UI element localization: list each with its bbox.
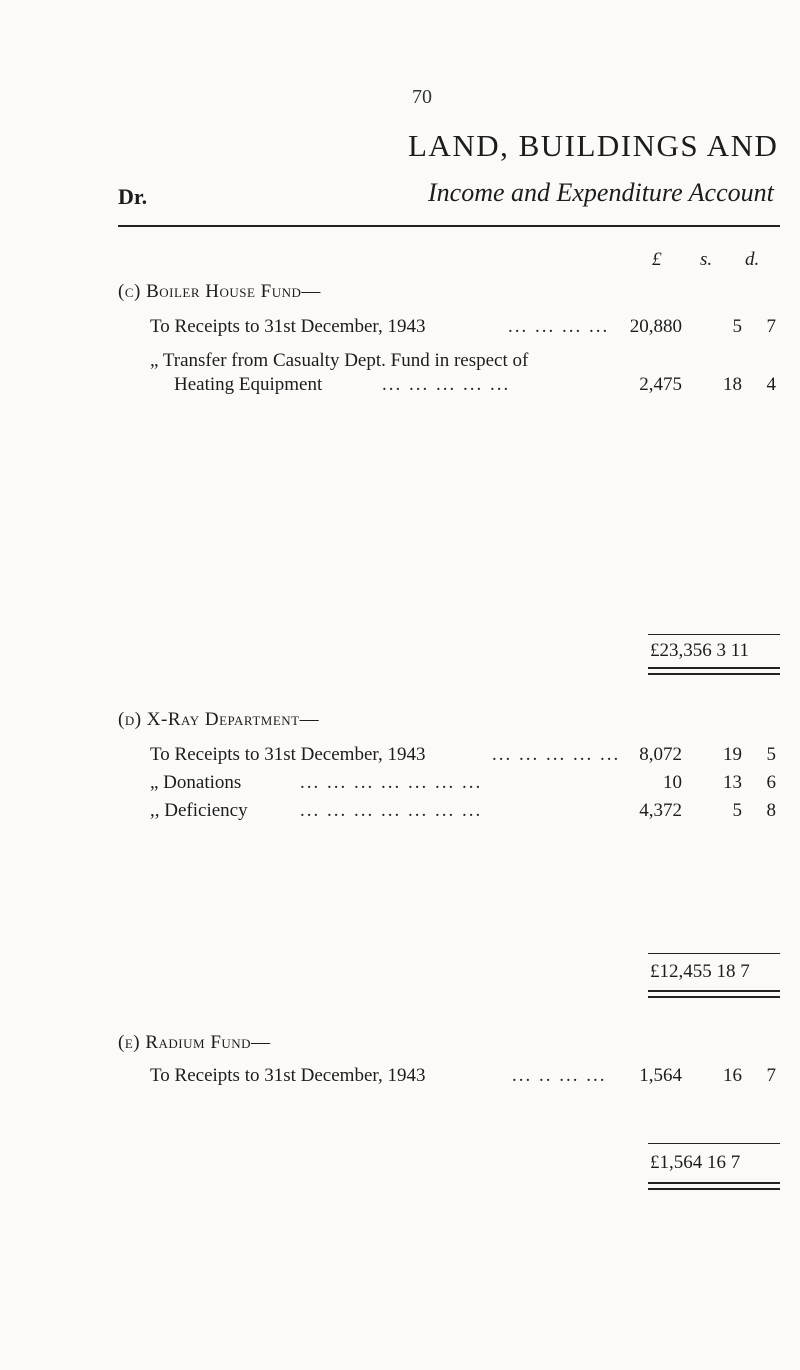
row-description: „ Transfer from Casualty Dept. Fund in respect of: [150, 350, 529, 371]
row-description-continued: Heating Equipment: [174, 374, 323, 395]
shillings-value: 5: [732, 316, 742, 337]
pounds-value: 8,072: [639, 744, 682, 765]
dot-leader: ... .. ... ...: [512, 1065, 607, 1086]
total-double-rule: [648, 1182, 780, 1190]
pence-value: 4: [766, 374, 776, 395]
ledger-row-description: [150, 350, 780, 376]
ledger-row: [150, 1065, 780, 1091]
pounds-value: 2,475: [639, 374, 682, 395]
shillings-value: 16: [723, 1065, 742, 1086]
row-description: To Receipts to 31st December, 1943: [150, 744, 426, 765]
shillings-value: 19: [723, 744, 742, 765]
dot-leader: ... ... ... ... ... ... ...: [300, 800, 483, 821]
pence-value: 7: [766, 1065, 776, 1086]
pounds-value: 4,372: [639, 800, 682, 821]
dot-leader: ... ... ... ... ...: [382, 374, 511, 395]
column-header-pence: d.: [745, 249, 760, 270]
column-header-shillings: s.: [700, 249, 713, 270]
debit-label: Dr.: [118, 184, 148, 209]
total-rule: [648, 1143, 780, 1144]
account-subtitle: Income and Expenditure Account: [428, 178, 774, 207]
row-description: To Receipts to 31st December, 1943: [150, 316, 426, 337]
shillings-value: 18: [723, 374, 742, 395]
page-title: LAND, BUILDINGS AND: [408, 128, 779, 163]
section-heading-radium-fund: (e) Radium Fund—: [118, 1032, 271, 1053]
row-description: To Receipts to 31st December, 1943: [150, 1065, 426, 1086]
section-total: £23,356 3 11: [650, 640, 750, 661]
pence-value: 5: [766, 744, 776, 765]
dot-leader: ... ... ... ... ...: [492, 744, 621, 765]
pence-value: 6: [766, 772, 776, 793]
section-heading-boiler-house-fund: (c) Boiler House Fund—: [118, 281, 321, 302]
pounds-value: 1,564: [639, 1065, 682, 1086]
ledger-row: [150, 772, 780, 798]
pounds-value: 10: [663, 772, 682, 793]
column-header-pounds: £: [652, 249, 662, 270]
pounds-value: 20,880: [629, 316, 682, 337]
section-heading-x-ray-department: (d) X-Ray Department—: [118, 709, 320, 730]
ledger-row: [150, 744, 780, 770]
pence-value: 8: [766, 800, 776, 821]
section-total: £12,455 18 7: [650, 961, 750, 982]
total-double-rule: [648, 667, 780, 675]
ledger-row: [150, 316, 780, 342]
row-description: „ Donations: [150, 772, 242, 793]
dot-leader: ... ... ... ... ... ... ...: [300, 772, 483, 793]
shillings-value: 13: [723, 772, 742, 793]
pence-value: 7: [766, 316, 776, 337]
ledger-row: [150, 374, 780, 400]
section-total: £1,564 16 7: [650, 1152, 741, 1173]
total-rule: [648, 953, 780, 954]
shillings-value: 5: [732, 800, 742, 821]
header-rule: [118, 225, 780, 227]
total-double-rule: [648, 990, 780, 998]
ledger-row: [150, 800, 780, 826]
page-number: 70: [412, 86, 432, 108]
total-rule: [648, 634, 780, 635]
row-description: ,, Deficiency: [150, 800, 248, 821]
dot-leader: ... ... ... ...: [508, 316, 610, 337]
